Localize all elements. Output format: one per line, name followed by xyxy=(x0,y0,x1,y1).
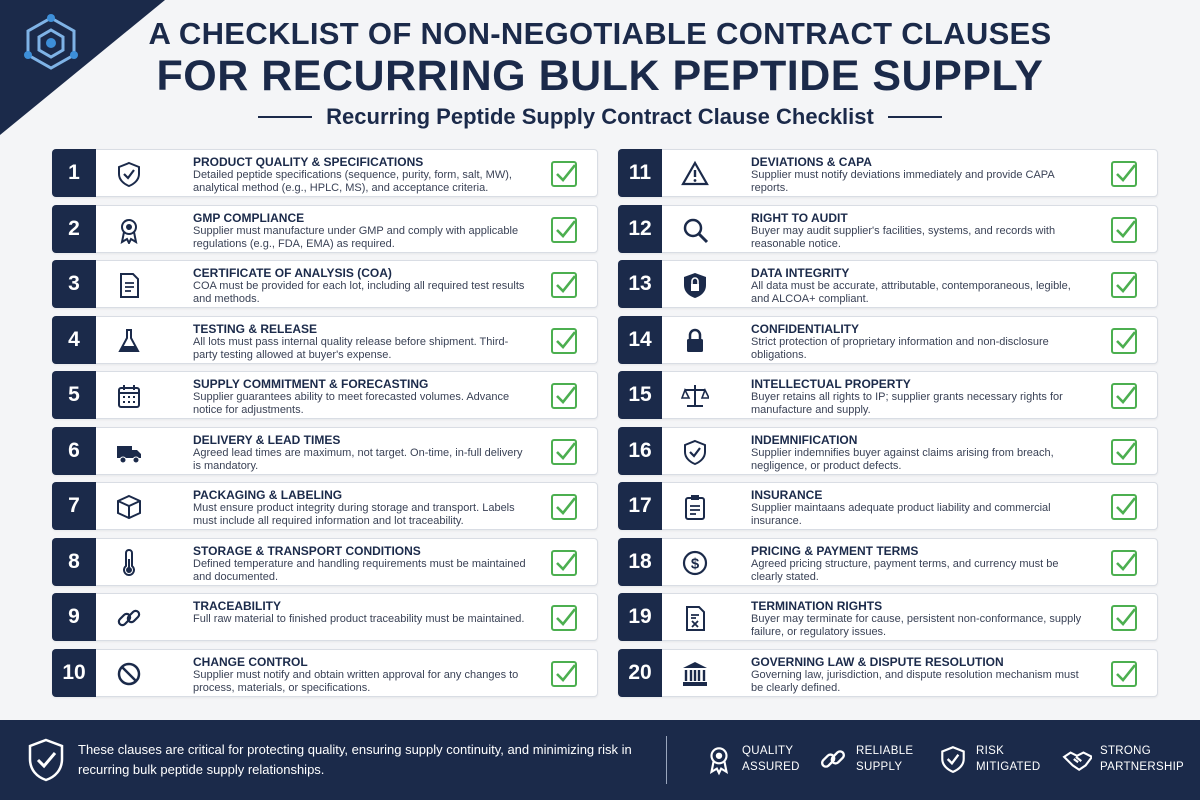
clause-card xyxy=(52,316,598,364)
checkbox-checked[interactable] xyxy=(1111,550,1137,576)
clause-description: Supplier guarantees ability to meet forecasted volumes. Advance notice for adjustments. xyxy=(193,391,510,416)
clause-title: CONFIDENTIALITY xyxy=(751,321,859,336)
clause-text xyxy=(751,655,1087,695)
checkbox-checked[interactable] xyxy=(1111,605,1137,631)
clause-card xyxy=(52,538,598,586)
clause-card xyxy=(618,260,1158,308)
handshake-icon xyxy=(1062,742,1092,776)
page-title-line1: A CHECKLIST OF NON-NEGOTIABLE CONTRACT CLAUSES xyxy=(148,16,1052,51)
clause-description: Buyer retains all rights to IP; supplier grants necessary rights for manufacture and supply. xyxy=(751,391,1063,416)
clause-description: Must ensure product integrity during storage and transport. Labels must include all required information and lot traceability. xyxy=(193,502,515,527)
clause-title: RIGHT TO AUDIT xyxy=(751,210,848,225)
clause-card xyxy=(618,205,1158,253)
clause-title: TESTING & RELEASE xyxy=(193,321,318,336)
clause-card xyxy=(52,593,598,641)
checkbox-checked[interactable] xyxy=(551,383,577,409)
shield-check-icon xyxy=(26,737,66,783)
checkbox-checked[interactable] xyxy=(551,605,577,631)
clause-number: 13 xyxy=(618,260,662,308)
clause-number: 19 xyxy=(618,593,662,641)
clause-description: Supplier maintaans adequate product liability and commercial insurance. xyxy=(751,502,1051,527)
clause-number: 1 xyxy=(52,149,96,197)
footer-badge-label: QUALITY ASSURED xyxy=(742,745,800,773)
checkbox-checked[interactable] xyxy=(1111,439,1137,465)
clause-number: 10 xyxy=(52,649,96,697)
clause-title: CERTIFICATE OF ANALYSIS (COA) xyxy=(193,266,392,280)
shield-lock-icon xyxy=(681,271,709,299)
clause-description: Agreed lead times are maximum, not target. On-time, in-full delivery is mandatory. xyxy=(193,446,523,472)
checkbox-checked[interactable] xyxy=(551,161,577,187)
checkbox-checked[interactable] xyxy=(551,439,577,465)
clause-number: 2 xyxy=(52,205,96,253)
checkbox-checked[interactable] xyxy=(1111,661,1137,687)
chain-link-icon xyxy=(818,742,848,776)
clause-number: 6 xyxy=(52,427,96,475)
checkbox-checked[interactable] xyxy=(1111,328,1137,354)
chain-link-icon xyxy=(115,604,143,632)
clause-number: 12 xyxy=(618,205,662,253)
clause-description: Buyer may terminate for cause, persistent non-conformance, supply failure, or regulatory issues. xyxy=(751,613,1082,638)
clause-number: 8 xyxy=(52,538,96,586)
checkbox-checked[interactable] xyxy=(1111,272,1137,298)
clause-card xyxy=(618,482,1158,530)
checkbox-checked[interactable] xyxy=(551,550,577,576)
clause-card xyxy=(52,260,598,308)
warning-triangle-icon xyxy=(681,160,709,188)
clause-number: 5 xyxy=(52,371,96,419)
clause-text xyxy=(751,488,1087,528)
document-x-icon xyxy=(681,604,709,632)
footer-badge-label: RISK MITIGATED xyxy=(976,745,1041,773)
thermometer-icon xyxy=(115,549,143,577)
clause-description: Supplier must manufacture under GMP and comply with applicable regulations (e.g., FDA, EMA) as required. xyxy=(193,224,519,250)
clause-number: 18 xyxy=(618,538,662,586)
clause-text xyxy=(751,155,1087,195)
clause-description: All data must be accurate, attributable, contemporaneous, legible, and ALCOA+ compliant. xyxy=(751,280,1071,305)
clause-card xyxy=(52,427,598,475)
clause-text xyxy=(193,155,527,195)
magnifier-icon xyxy=(681,216,709,244)
checkbox-checked[interactable] xyxy=(1111,217,1137,243)
clause-card xyxy=(618,593,1158,641)
clause-title: GOVERNING LAW & DISPUTE RESOLUTION xyxy=(751,654,1004,669)
clause-title: DEVIATIONS & CAPA xyxy=(751,155,872,169)
checkbox-checked[interactable] xyxy=(1111,161,1137,187)
clause-description: Supplier must notify deviations immediately and provide CAPA reports. xyxy=(751,169,1055,194)
shield-check-icon xyxy=(938,742,968,776)
clause-text xyxy=(193,488,527,528)
checkbox-checked[interactable] xyxy=(551,328,577,354)
clause-card xyxy=(618,649,1158,697)
clause-title: INDEMNIFICATION xyxy=(751,432,858,447)
clause-number: 17 xyxy=(618,482,662,530)
clause-text xyxy=(751,599,1087,639)
clause-title: CHANGE CONTROL xyxy=(193,654,308,669)
clause-card xyxy=(52,482,598,530)
clause-card xyxy=(618,538,1158,586)
clause-number: 3 xyxy=(52,260,96,308)
checkbox-checked[interactable] xyxy=(1111,494,1137,520)
checkbox-checked[interactable] xyxy=(551,217,577,243)
clause-text xyxy=(751,322,1087,362)
clause-title: INSURANCE xyxy=(751,488,823,502)
subtitle-rule-right xyxy=(888,116,942,118)
clause-title: DELIVERY & LEAD TIMES xyxy=(193,432,341,447)
clause-description: Defined temperature and handling requirements must be maintained and documented. xyxy=(193,557,526,583)
clause-column-left xyxy=(52,149,598,704)
clause-text xyxy=(751,211,1087,251)
checkbox-checked[interactable] xyxy=(1111,383,1137,409)
clause-title: INTELLECTUAL PROPERTY xyxy=(751,377,911,391)
clause-text xyxy=(193,544,527,584)
clause-text xyxy=(751,544,1087,584)
footer-badge xyxy=(938,742,1040,776)
clause-number: 14 xyxy=(618,316,662,364)
clause-title: TRACEABILITY xyxy=(193,599,281,613)
clause-description: Full raw material to finished product traceability must be maintained. xyxy=(193,613,525,625)
checkbox-checked[interactable] xyxy=(551,661,577,687)
clause-title: DATA INTEGRITY xyxy=(751,266,850,280)
checkbox-checked[interactable] xyxy=(551,494,577,520)
flask-icon xyxy=(115,327,143,355)
clause-number: 20 xyxy=(618,649,662,697)
clause-description: COA must be provided for each lot, including all required test results and methods. xyxy=(193,280,525,305)
footer-badge-label: STRONG PARTNERSHIP xyxy=(1100,745,1185,773)
clause-number: 16 xyxy=(618,427,662,475)
clause-column-right xyxy=(618,149,1158,704)
calendar-icon xyxy=(115,382,143,410)
footer-badge xyxy=(1062,742,1184,776)
clause-card xyxy=(618,149,1158,197)
clause-card xyxy=(52,205,598,253)
clause-description: Detailed peptide specifications (sequence, purity, form, salt, MW), analytical method (e.g., HPLC, MS), and acceptance criteria. xyxy=(193,169,512,194)
clause-text xyxy=(751,433,1087,473)
truck-icon xyxy=(115,438,143,466)
dollar-coin-icon xyxy=(681,549,709,577)
checkbox-checked[interactable] xyxy=(551,272,577,298)
clause-title: SUPPLY COMMITMENT & FORECASTING xyxy=(193,377,429,391)
clause-title: TERMINATION RIGHTS xyxy=(751,599,883,613)
clause-text xyxy=(193,266,527,306)
clause-title: PACKAGING & LABELING xyxy=(193,488,343,502)
clause-card xyxy=(52,371,598,419)
clause-text xyxy=(193,433,527,473)
clause-text xyxy=(193,377,527,417)
clause-text xyxy=(193,655,527,695)
footer-badge-label: RELIABLE SUPPLY xyxy=(856,745,914,773)
clause-card xyxy=(618,371,1158,419)
clause-title: GMP COMPLIANCE xyxy=(193,210,305,225)
svg-text:$: $ xyxy=(690,555,700,572)
clause-number: 11 xyxy=(618,149,662,197)
clause-description: All lots must pass internal quality release before shipment. Third-party testing allowed at buyer's expense. xyxy=(193,335,509,361)
clause-text xyxy=(751,377,1087,417)
subtitle-row xyxy=(0,104,1200,130)
clause-text xyxy=(193,599,527,626)
clause-description: Agreed pricing structure, payment terms, and currency must be clearly stated. xyxy=(751,557,1059,583)
scales-icon xyxy=(681,382,709,410)
clause-card xyxy=(618,316,1158,364)
clause-text xyxy=(751,266,1087,306)
clause-number: 4 xyxy=(52,316,96,364)
padlock-icon xyxy=(681,327,709,355)
clause-card xyxy=(52,149,598,197)
clause-description: Governing law, jurisdiction, and dispute resolution mechanism must be clearly defined. xyxy=(751,668,1079,694)
shield-check-icon xyxy=(115,160,143,188)
clause-number: 9 xyxy=(52,593,96,641)
clause-card xyxy=(618,427,1158,475)
footer-banner xyxy=(0,720,1200,800)
footer-statement: These clauses are critical for protecting quality, ensuring supply continuity, and minimizing risk in recurring bulk peptide supply relationships. xyxy=(78,742,632,777)
clause-title: PRICING & PAYMENT TERMS xyxy=(751,543,919,558)
footer-badge xyxy=(818,742,913,776)
clause-description: Supplier indemnifies buyer against claims arising from breach, negligence, or product defects. xyxy=(751,446,1054,472)
clause-text xyxy=(193,211,527,251)
clause-text xyxy=(193,322,527,362)
clause-description: Strict protection of proprietary information and non-disclosure obligations. xyxy=(751,335,1049,361)
document-icon xyxy=(115,271,143,299)
clause-number: 15 xyxy=(618,371,662,419)
page-subtitle: Recurring Peptide Supply Contract Clause Checklist xyxy=(326,104,874,129)
award-ribbon-icon xyxy=(704,742,734,776)
clause-title: PRODUCT QUALITY & SPECIFICATIONS xyxy=(193,155,424,169)
clipboard-icon xyxy=(681,493,709,521)
courthouse-icon xyxy=(681,660,709,688)
clause-description: Buyer may audit supplier's facilities, systems, and records with reasonable notice. xyxy=(751,224,1056,250)
clause-card xyxy=(52,649,598,697)
footer-divider xyxy=(666,736,667,784)
shield-check-icon xyxy=(681,438,709,466)
prohibited-icon xyxy=(115,660,143,688)
award-ribbon-icon xyxy=(115,216,143,244)
page-title-line2: FOR RECURRING BULK PEPTIDE SUPPLY xyxy=(156,52,1044,100)
subtitle-rule-left xyxy=(258,116,312,118)
footer-badge xyxy=(704,742,800,776)
clause-title: STORAGE & TRANSPORT CONDITIONS xyxy=(193,543,421,558)
box-icon xyxy=(115,493,143,521)
clause-description: Supplier must notify and obtain written approval for any changes to process, materials, or specifications. xyxy=(193,668,519,694)
clause-number: 7 xyxy=(52,482,96,530)
